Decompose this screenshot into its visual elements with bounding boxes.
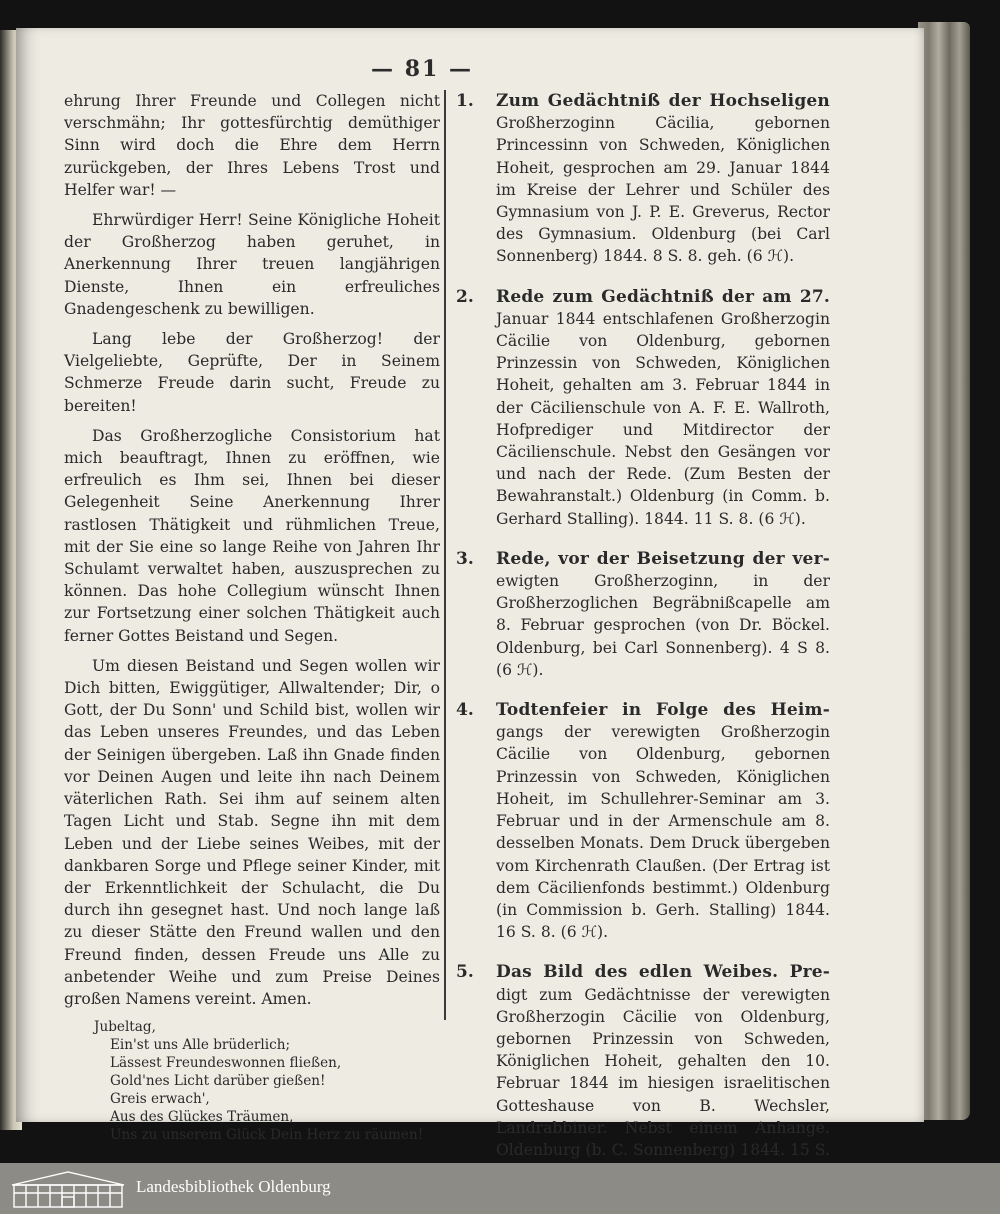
entry-number: 1. — [456, 91, 474, 111]
entry-number: 2. — [456, 286, 474, 307]
book-edge — [918, 22, 970, 1120]
document-page — [16, 28, 924, 1159]
entry-number: 5. — [456, 962, 474, 983]
bibliography-entry — [456, 699, 830, 943]
entry-body: ewigten Großherzoginn, in der Großherzoglichen Begräbnißcapelle am 8. Februar gesprochen (von Dr. Böckel. Oldenburg, bei Carl Sonnenberg). 4 S 8. (6 ℋ). — [496, 572, 830, 679]
column-divider — [444, 90, 446, 1020]
library-building-icon — [8, 1169, 128, 1209]
poem — [64, 1018, 440, 1144]
entry-heading: Todtenfeier in Folge des Heim- — [496, 700, 830, 721]
entry-heading: Rede, vor der Beisetzung der ver- — [496, 548, 830, 569]
paragraph: Das Großherzogliche Consistorium hat mich beauftragt, Ihnen zu eröffnen, wie erfreulich es Ihm sei, Ihnen bei dieser Gelegenheit Seine Anerkennung Ihrer rastlosen Thätigkeit und rühmlichen Treue, mit der Sie eine so lange Reihe von Jahren Ihr Schulamt verwaltet haben, auszusprechen zu können. Das hohe Collegium wünscht Ihnen zur Fortsetzung einer solchen Thätigkeit auch ferner Gottes Beistand und Segen. — [64, 426, 440, 645]
entry-body: Großherzoginn Cäcilia, gebornen Princessinn von Schweden, Königlichen Hoheit, gesprochen am 29. Januar 1844 im Kreise der Lehrer und Schüler des Gymnasium von J. P. E. Greverus, Rector des Gymnasium. Oldenburg (bei Carl Sonnenberg) 1844. 8 S. 8. geh. (6 ℋ). — [496, 114, 830, 266]
entry-number: 3. — [456, 548, 474, 569]
paragraph: ehrung Ihrer Freunde und Collegen nicht verschmähn; Ihr gottesfürchtig demüthiger Sinn wird doch die Ehre dem Herrn zurückgeben, der Ihres Lebens Trost und Helfer war! — — [64, 92, 440, 199]
left-column — [64, 90, 440, 1171]
paragraph: Ehrwürdiger Herr! Seine Königliche Hoheit der Großherzog haben geruhet, in Anerkennung Ihrer treuen langjährigen Dienste, Ihnen ein erfreuliches Gnadengeschenk zu bewilligen. — [64, 211, 440, 318]
bibliography-entry — [456, 548, 830, 681]
bibliography-entry — [456, 90, 830, 268]
poem-line: Aus des Glückes Träumen, — [110, 1109, 294, 1126]
entry-body: digt zum Gedächtnisse der verewigten Großherzogin Cäcilie von Oldenburg, gebornen Prinzessin von Schweden, Königlichen Hoheit, gehalten den 10. Februar 1844 im hiesigen israelitischen Gotteshause von B. Wechsler, Landrabbiner. Nebst einem Anhange. Oldenburg (b. C. Sonnenberg) 1844. 15 S. — [496, 985, 830, 1159]
poem-line: Lässest Freundeswonnen fließen, — [110, 1055, 342, 1072]
entry-number: 4. — [456, 700, 474, 721]
paragraph: Lang lebe der Großherzog! der Vielgeliebte, Geprüfte, Der in Seinem Schmerze Freude darin sucht, Freude zu bereiten! — [64, 330, 440, 415]
footer-bar — [0, 1163, 1000, 1214]
entry-heading: Rede zum Gedächtniß der am 27. — [496, 286, 830, 307]
poem-line: Jubeltag, — [94, 1019, 156, 1036]
poem-line: Uns zu unserem Glück Dein Herz zu räumen! — [110, 1127, 424, 1144]
poem-line: Ein'st uns Alle brüderlich; — [110, 1037, 291, 1054]
bibliography-entry — [456, 286, 830, 530]
page-number: — 81 — — [371, 56, 473, 82]
right-column — [456, 90, 830, 1201]
paragraph: Um diesen Beistand und Segen wollen wir Dich bitten, Ewiggütiger, Allwaltender; Dir, o Gott, der Du Sonn' und Schild bist, wollen wir das Leben unseres Freundes, und das Leben der Seinigen übergeben. Laß ihn Gnade finden vor Deinen Augen und leite ihn nach Deinem väterlichen Rath. Sei ihm auf seinem alten Tagen Licht und Stab. Segne ihn mit dem Leben und der Liebe seines Weibes, mit der dankbaren Sorge und Pflege seiner Kinder, mit der Erkenntlichkeit der Schulacht, die Du durch ihn gesegnet hast. Und noch lange laß zu dieser Stätte den Freund wallen und den Freund finden, dessen Freude uns Alle zu anbetender Weihe und zum Preise Deines großen Namens vereint. Amen. — [64, 656, 440, 1008]
entry-heading: Das Bild des edlen Weibes. Pre- — [496, 962, 830, 983]
entry-body: gangs der verewigten Großherzogin Cäcilie von Oldenburg, gebornen Prinzessin von Schweden, Königlichen Hoheit, im Schullehrer-Seminar am 3. Februar und in der Armenschule am 8. desselben Monats. Dem Druck übergeben vom Kirchenrath Claußen. (Der Ertrag ist dem Cäcilienfonds bestimmt.) Oldenburg (in Commission b. Gerh. Stalling) 1844. 16 S. 8. (6 ℋ). — [496, 723, 830, 942]
poem-line: Gold'nes Licht darüber gießen! — [110, 1073, 326, 1090]
entry-body: Januar 1844 entschlafenen Großherzogin Cäcilie von Oldenburg, gebornen Prinzessin von Schweden, Königlichen Hoheit, gehalten am 3. Februar 1844 in der Cäcilienschule von A. F. E. Wallroth, Hofprediger und Mitdirector der Cäcilienschule. Nebst den Gesängen vor und nach der Rede. (Zum Besten der Bewahranstalt.) Oldenburg (in Comm. b. Gerhard Stalling). 1844. 11 S. 8. (6 ℋ). — [496, 309, 830, 528]
library-name: Landesbibliothek Oldenburg — [136, 1177, 331, 1196]
entry-heading: Zum Gedächtniß der Hochseligen — [496, 91, 830, 111]
poem-line: Greis erwach', — [110, 1091, 210, 1108]
bibliography-entry — [456, 961, 830, 1183]
